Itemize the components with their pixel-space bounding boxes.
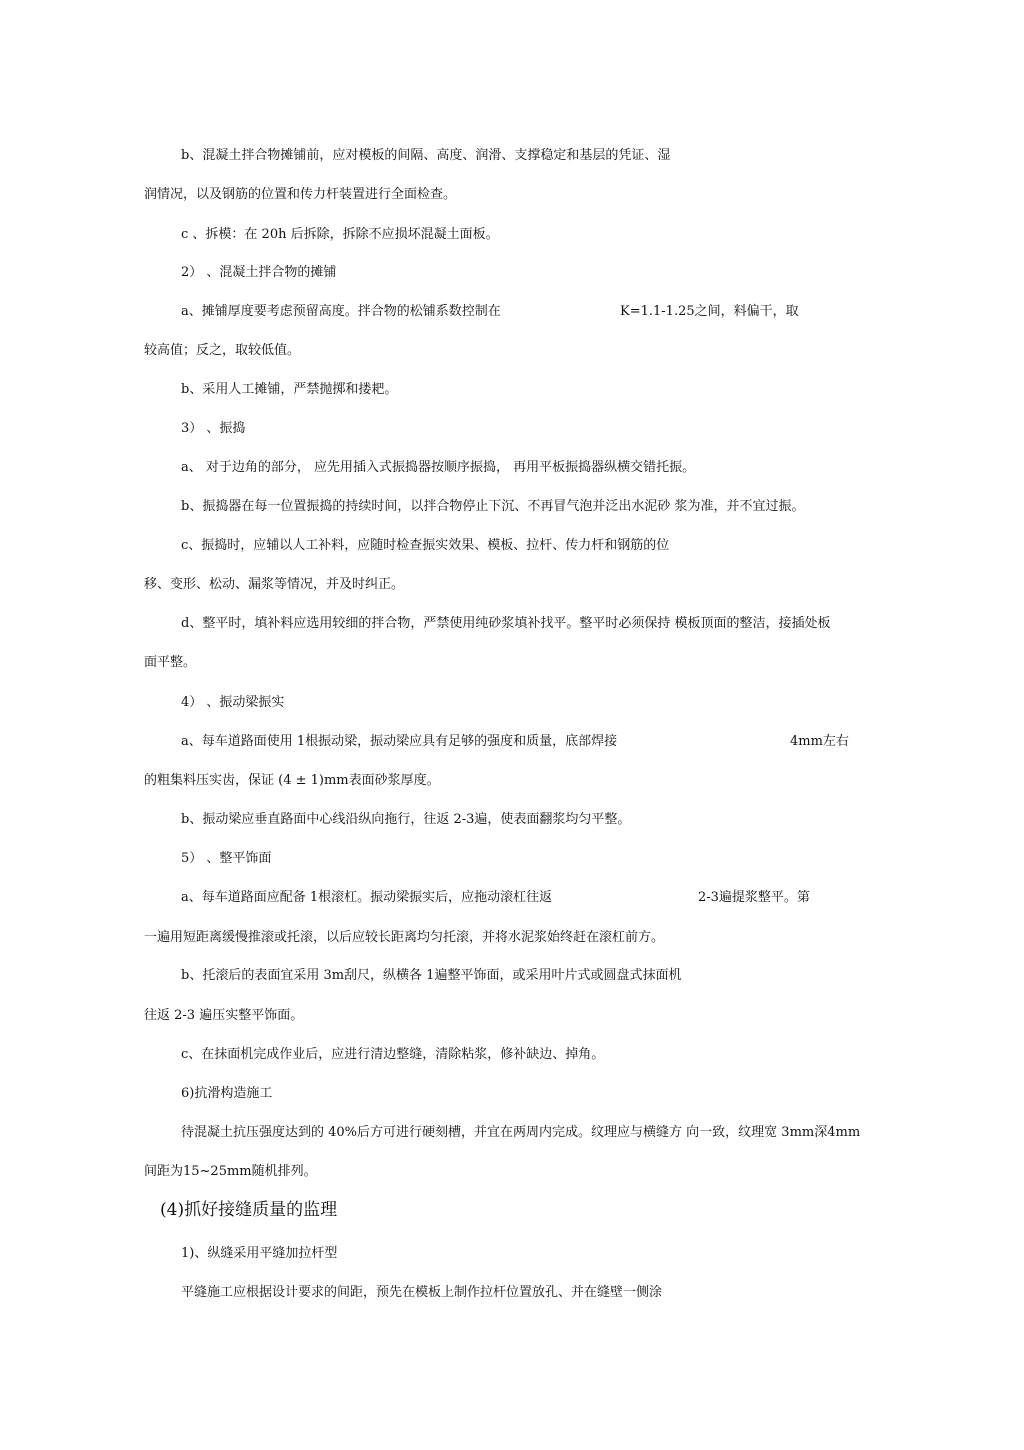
section-heading: 1)、纵缝采用平缝加拉杆型: [181, 1246, 338, 1261]
paragraph-line: a、 对于边角的部分， 应先用插入式振捣器按顺序振捣， 再用平板振捣器纵横交错托振。: [181, 460, 696, 475]
section-heading: 4） 、振动梁振实: [181, 695, 285, 710]
paragraph-line: a、摊铺厚度要考虑预留高度。拌合物的松铺系数控制在: [181, 304, 501, 319]
paragraph-row: [0, 733, 1024, 751]
paragraph-line: 移、变形、松动、漏浆等情况，并及时纠正。: [144, 577, 405, 592]
paragraph-line: b、振动梁应垂直路面中心线沿纵向拖行，往返 2-3遍，使表面翻浆均匀平整。: [181, 812, 631, 827]
section-heading: 3） 、振捣: [181, 421, 246, 436]
section-heading: 5） 、整平饰面: [181, 851, 272, 866]
section-heading: 2） 、混凝土拌合物的摊铺: [181, 265, 337, 280]
paragraph-line: b、采用人工摊铺，严禁抛掷和搂耙。: [181, 382, 398, 397]
paragraph-line: 润情况，以及钢筋的位置和传力杆装置进行全面检查。: [144, 187, 457, 202]
paragraph-line: 较高值；反之，取较低值。: [144, 343, 301, 358]
paragraph-line: b、混凝土拌合物摊铺前，应对模板的间隔、高度、润滑、支撑稳定和基层的凭证、湿: [181, 148, 671, 163]
paragraph-line: c、在抹面机完成作业后，应进行清边整缝，清除粘浆，修补缺边、掉角。: [181, 1047, 605, 1062]
paragraph-line: 的粗集料压实齿，保证 (4 ± 1)mm表面砂浆厚度。: [144, 773, 440, 788]
paragraph-line: b、振捣器在每一位置振捣的持续时间，以拌合物停止下沉、不再冒气泡并泛出水泥砂 浆为准，并不宜过振。: [181, 499, 805, 514]
paragraph-line: a、每车道路面使用 1根振动梁，振动梁应具有足够的强度和质量，底部焊接: [181, 734, 618, 749]
paragraph-line: K=1.1-1.25之间，料偏干，取: [620, 304, 799, 319]
paragraph-line: d、整平时，填补料应选用较细的拌合物，严禁使用纯砂浆填补找平。整平时必须保持 模板顶面的整洁，接插处板: [181, 616, 831, 631]
paragraph-line: 往返 2-3 遍压实整平饰面。: [144, 1008, 304, 1023]
paragraph-line: 平缝施工应根据设计要求的间距，预先在模板上制作拉杆位置放孔、并在缝壁一侧涂: [181, 1285, 663, 1300]
paragraph-row: [0, 889, 1024, 907]
paragraph-line: c 、拆模：在 20h 后拆除，拆除不应损坏混凝土面板。: [181, 227, 499, 242]
paragraph-line: c、振捣时，应辅以人工补料，应随时检查振实效果、模板、拉杆、传力杆和钢筋的位: [181, 538, 670, 553]
paragraph-line: 待混凝土抗压强度达到的 40%后方可进行硬刻槽，并宜在两周内完成。纹理应与横缝方 向一致，纹理宽 3mm深4mm: [181, 1125, 861, 1140]
paragraph-line: a、每车道路面应配备 1根滚杠。振动梁振实后，应拖动滚杠往返: [181, 890, 553, 905]
paragraph-line: b、托滚后的表面宜采用 3m刮尺，纵横各 1遍整平饰面，或采用叶片式或圆盘式抹面机: [181, 968, 682, 983]
paragraph-line: 一遍用短距离缓慢推滚或托滚，以后应较长距离均匀托滚，并将水泥浆始终赶在滚杠前方。: [144, 930, 665, 945]
paragraph-line: 2-3遍提浆整平。第: [698, 890, 810, 905]
section-heading: 6)抗滑构造施工: [181, 1086, 273, 1101]
paragraph-line: 间距为15~25mm随机排列。: [144, 1164, 317, 1179]
paragraph-row: [0, 303, 1024, 321]
paragraph-line: 面平整。: [144, 655, 197, 670]
chapter-heading: (4)抓好接缝质量的监理: [160, 1200, 338, 1220]
paragraph-line: 4mm左右: [790, 734, 849, 749]
